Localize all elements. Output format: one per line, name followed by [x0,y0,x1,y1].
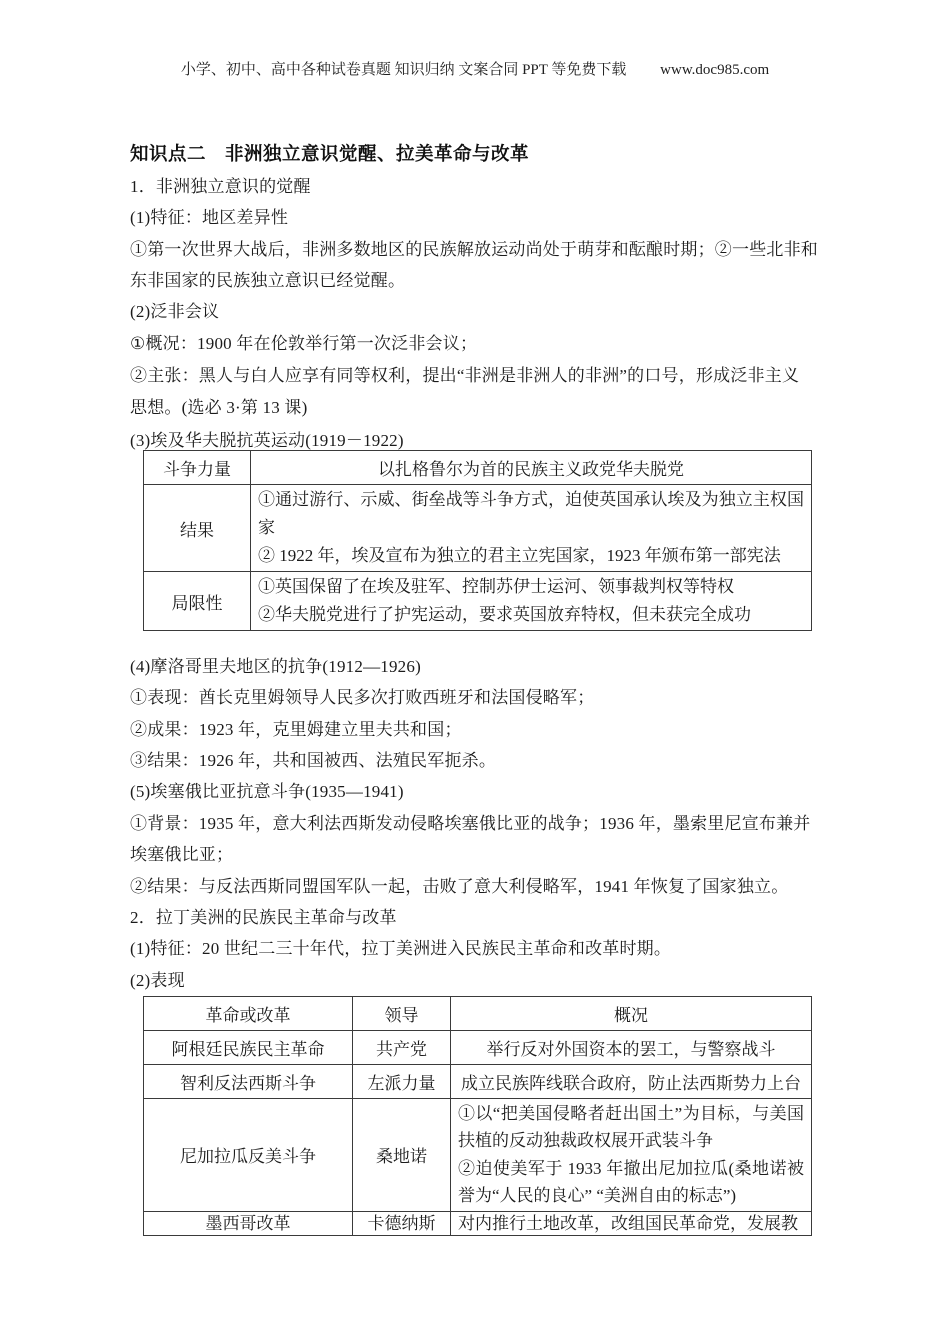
cell-line: ②华夫脱党进行了护宪运动，要求英国放弃特权，但未获完全成功 [258,605,751,625]
text-line: (5)埃塞俄比亚抗意斗争(1935—1941) [130,782,404,802]
revolution-cell [144,1211,353,1235]
cell-line: 对内推行土地改革，改组国民革命党，发展教 [458,1213,798,1233]
text-run: 号 [661,366,679,387]
text-run: 选 [187,398,205,419]
leader-cell: 桑地诺 [353,1098,451,1211]
text-line: ①第一次世界大战后，非洲多数地区的民族解放运动尚处于萌芽和酝酿时期；②一些北非和 [130,239,818,259]
revolution-cell: 阿根廷民族民主革命 [144,1030,353,1064]
leader-cell: 左派力量 [353,1064,451,1098]
column-header: 概况 [451,996,812,1030]
table-header-row [144,996,812,1030]
section-latin-america [130,651,820,996]
text-line [130,360,820,392]
text-run: 必 3·第 13 [204,398,285,418]
cell-line: ②迫使美军于 1933 年撤出尼加拉瓜(桑地诺被誉为“人民的良心” “美洲自由的标志”) [458,1158,804,1206]
text-run: 享有同等 [302,366,371,386]
text-run: 与 [233,366,251,387]
revolution-cell: 尼加拉瓜反美斗争 [144,1098,353,1211]
table-row [144,1030,812,1064]
text-run: 白人 [250,366,285,386]
text-line: ①背景：1935 年，意大利法西斯发动侵略埃塞俄比亚的战争；1936 年，墨索里尼宣布兼并 [130,813,811,833]
overview-cell [451,1098,812,1211]
page-header [0,0,950,80]
text-run: ：黑人 [181,366,234,386]
text-run: ) [301,398,308,418]
overview-cell [451,1211,812,1235]
cell-line: ①英国保留了在埃及驻军、控制苏伊士运河、领事裁判权等特权 [258,577,734,597]
column-header: 领导 [353,996,451,1030]
text-run: ； [459,333,478,353]
table-row [144,572,812,631]
text-run: 思想。( [130,398,188,418]
text-run: 义 [781,366,800,387]
column-header: 革命或改革 [144,996,353,1030]
table-row [144,1064,812,1098]
text-line: 东非国家的民族独立意识已经觉醒。 [130,271,406,291]
text-line [130,328,820,360]
cell-line: ①以“把美国侵略者赶出国土”为目标，与美国扶植的反动独裁政权展开武装斗争 [458,1103,804,1151]
cell-line: 墨西哥改革 [205,1213,291,1233]
text-run: 权 [370,366,389,387]
text-line: 埃塞俄比亚； [130,845,234,865]
leader-cell [353,1211,451,1235]
text-run: 张 [164,366,182,387]
row-label-cell: 局限性 [144,572,251,631]
overview-cell: 成立民族阵线联合政府，防止法西斯势力上台 [451,1064,812,1098]
text-run: 利，提出“非洲是非洲人的非洲”的口 [388,366,662,386]
text-line: 2．拉丁美洲的民族民主革命与改革 [130,907,397,927]
text-run: ，形成泛非主 [678,366,782,386]
row-content-cell [251,485,812,572]
cell-line: ①通过游行、示威、街垒战等斗争方式，迫使英国承认埃及为独立主权国家 [258,490,804,538]
text-line: ③结果：1926 年，共和国被西、法殖民军扼杀。 [130,751,497,771]
text-run: ① [130,333,146,353]
egypt-wafd-table [143,450,812,631]
text-run: 会议 [425,333,460,354]
header-site-url: www.doc985.com [660,62,770,78]
row-content-cell [251,572,812,631]
revolution-cell: 智利反法西斯斗争 [144,1064,353,1098]
text-line: (3)埃及华夫脱抗英运动(1919－1922) [130,430,404,450]
document-content [0,139,950,1236]
text-line [130,392,820,424]
text-line: ②成果：1923 年，克里姆建立里夫共和国； [130,719,462,739]
latin-america-table [143,996,812,1236]
table-row [144,1098,812,1211]
leader-cell: 共产党 [353,1030,451,1064]
text-run: ：1900 年在 [179,333,271,353]
text-line: 1．非洲独立意识的觉醒 [130,177,311,196]
text-line: (1)特征：20 世纪二三十年代，拉丁美洲进入民族民主革命和改革时期。 [130,939,672,959]
text-run: 第一次泛非 [339,333,426,353]
text-line: (4)摩洛哥里夫地区的抗争(1912—1926) [130,657,421,677]
text-run: ②主 [130,366,165,386]
row-content-cell: 以扎格鲁尔为首的民族主义政党华夫脱党 [251,451,812,485]
page-title: 知识点二 非洲独立意识觉醒、拉美革命与改革 [130,144,530,165]
cell-line: ② 1922 年，埃及宣布为独立的君主立宪国家，1923 年颁布第一部宪法 [258,546,781,566]
text-line: ①表现：酋长克里姆领导人民多次打败西班牙和法国侵略军； [130,688,595,708]
text-line: (1)特征：地区差异性 [130,208,289,228]
text-line: (2)泛非会议 [130,302,220,322]
row-label-cell: 斗争力量 [144,451,251,485]
text-run: 伦敦举行 [270,333,340,354]
text-run: 概况 [145,333,180,354]
text-run: 应 [284,366,303,387]
header-promo-text: 小学、初中、高中各种试卷真题 知识归纳 文案合同 PPT 等免费下载 [180,62,627,78]
text-run: 课 [284,398,302,419]
cell-line: 卡德纳斯 [367,1213,436,1233]
table-row-clipped [144,1211,812,1235]
table-row [144,485,812,572]
text-line: (2)表现 [130,970,185,990]
row-label-cell: 结果 [144,485,251,572]
text-line: ②结果：与反法西斯同盟国军队一起，击败了意大利侵略军，1941 年恢复了国家独立。 [130,876,789,896]
overview-cell: 举行反对外国资本的罢工，与警察战斗 [451,1030,812,1064]
